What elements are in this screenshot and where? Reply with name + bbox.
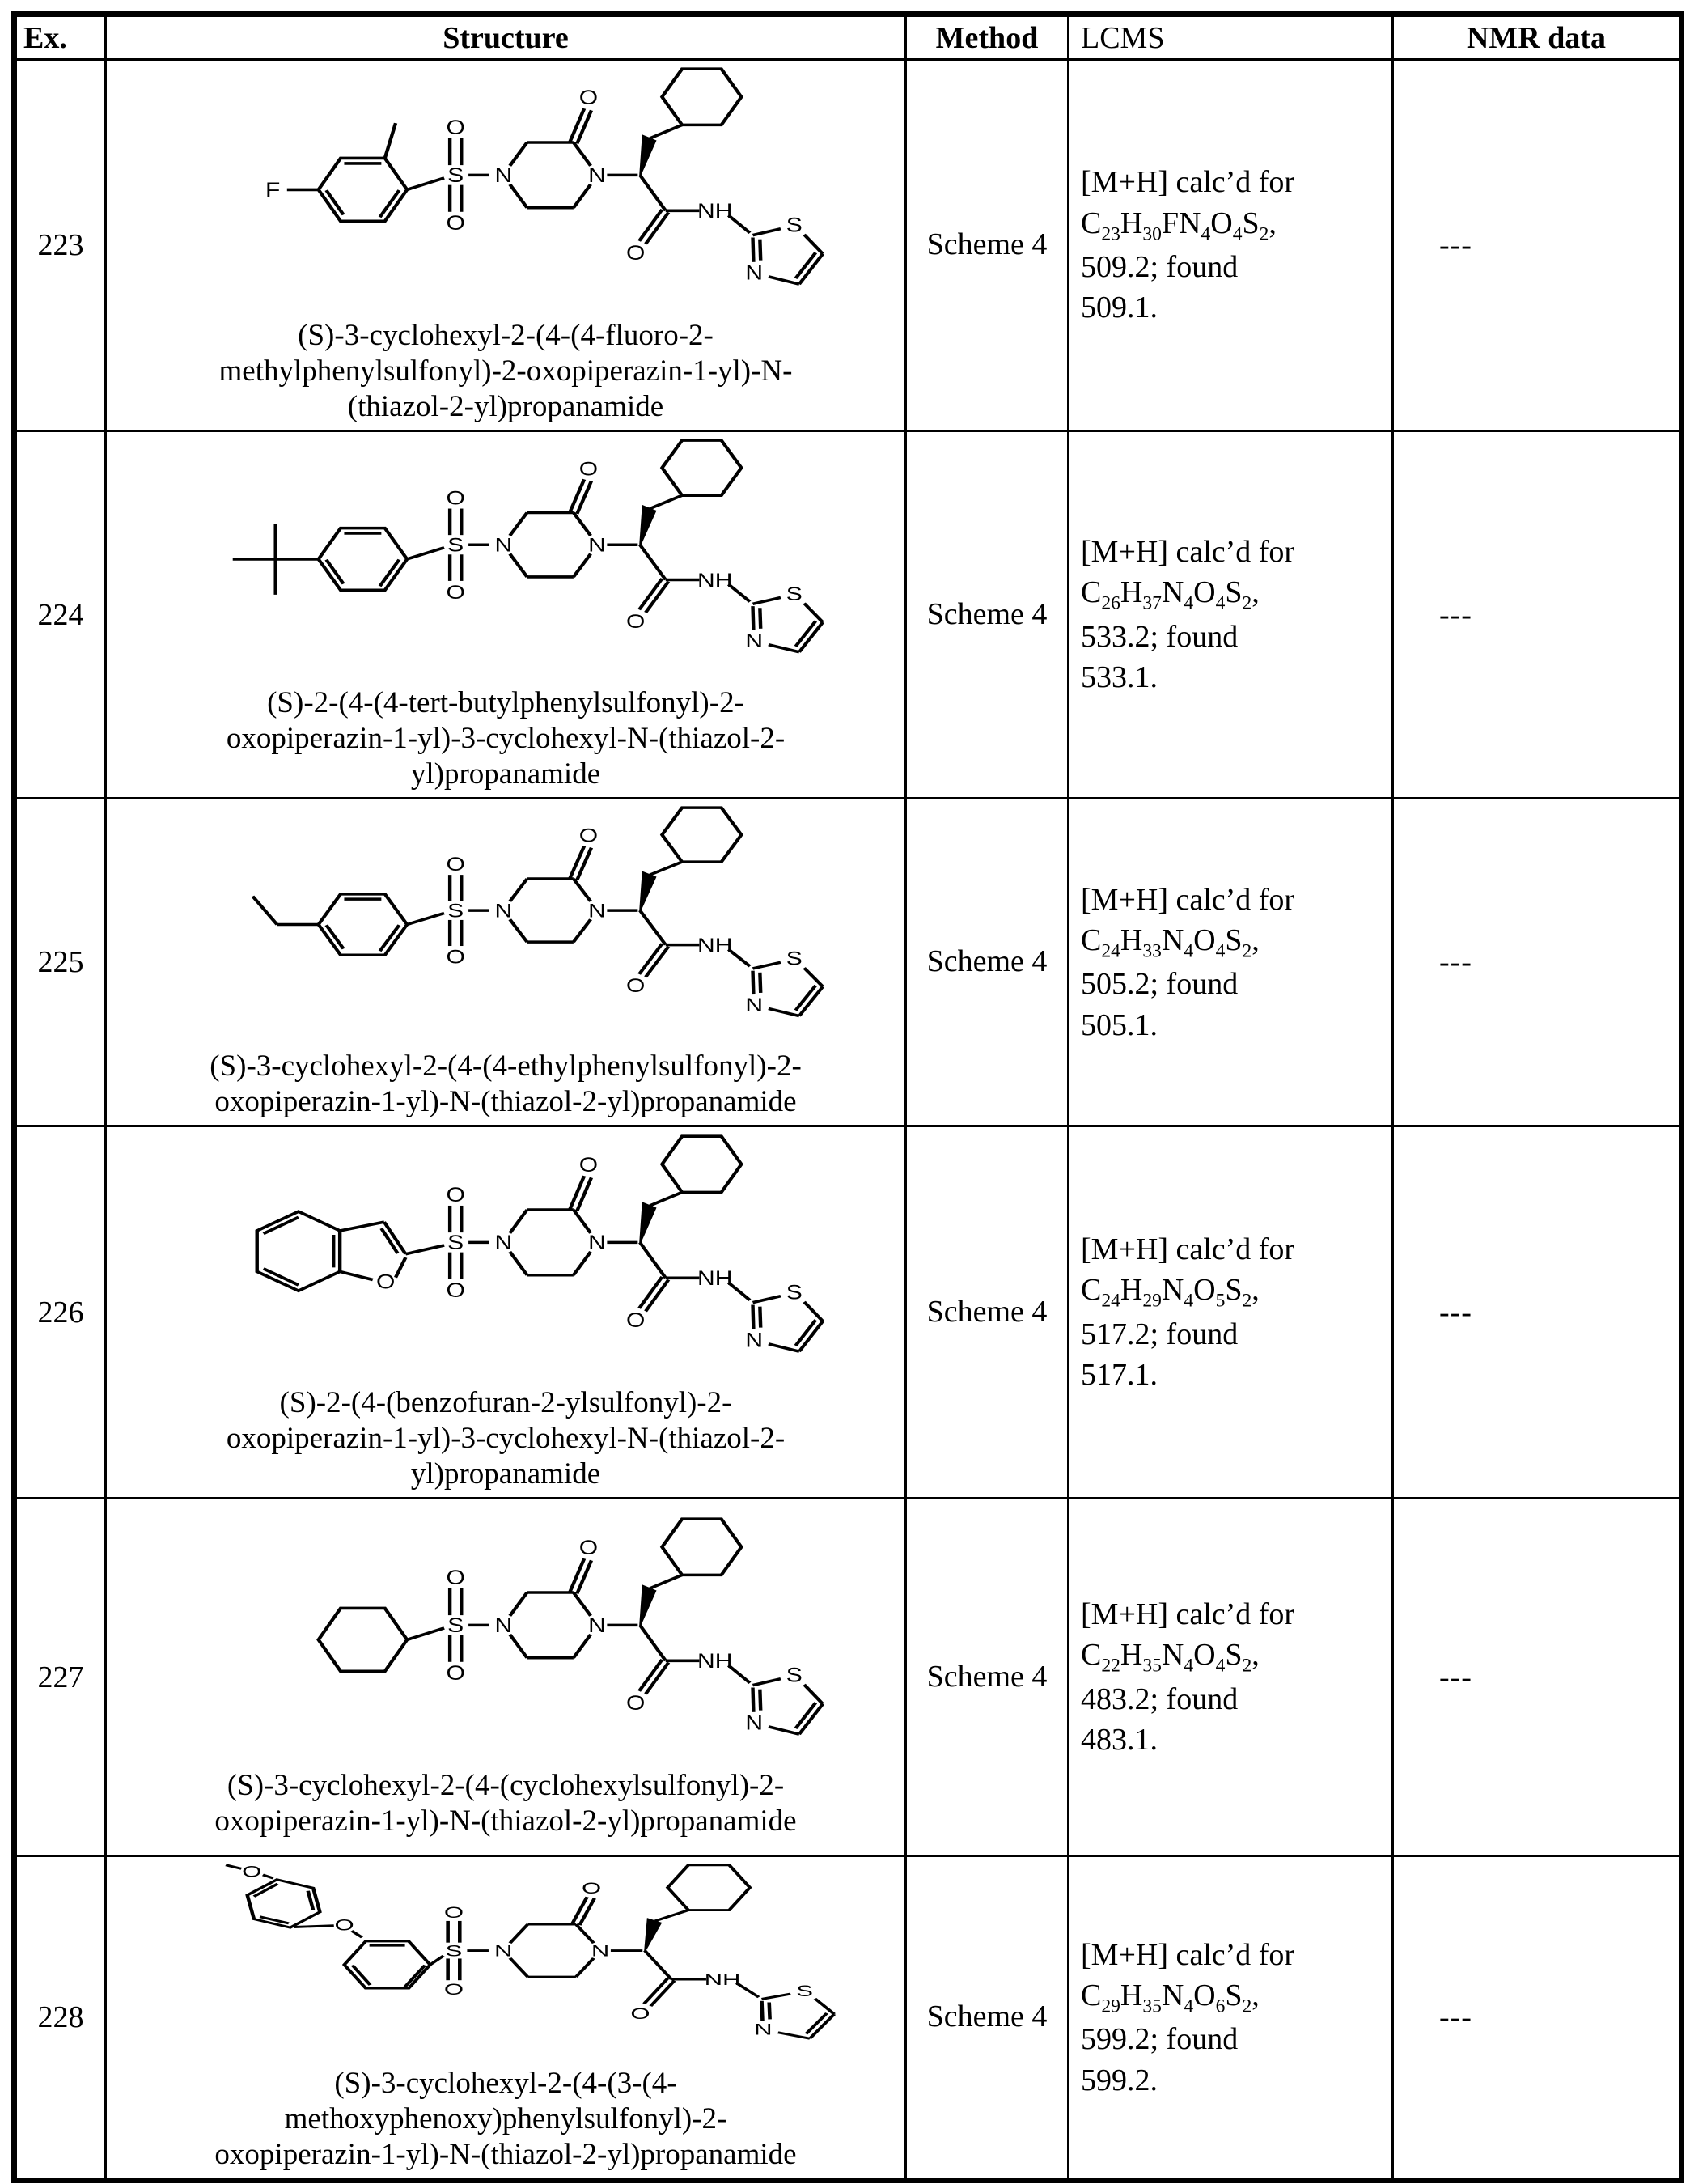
table-row xyxy=(15,1856,1682,2181)
method-cell: Scheme 4 xyxy=(906,60,1069,431)
fluorine-atom-label: F xyxy=(265,178,281,201)
lcms-cell xyxy=(1069,431,1393,799)
lcms-found: 517.1. xyxy=(1081,1358,1158,1393)
table-row xyxy=(15,60,1682,431)
method-cell: Scheme 4 xyxy=(906,431,1069,799)
method-cell: Scheme 4 xyxy=(906,1126,1069,1499)
compound-name: (S)-3-cyclohexyl-2-(4-(cyclohexylsulfonyl)-2-oxopiperazin-1-yl)-N-(thiazol-2-yl)propanamide xyxy=(214,1768,797,1838)
compound-name: (S)-2-(4-(4-tert-butylphenylsulfonyl)-2-oxopiperazin-1-yl)-3-cyclohexyl-N-(thiazol-2-yl)propanamide xyxy=(226,686,786,791)
lcms-found: 505.1. xyxy=(1081,1007,1158,1042)
cyclohexyl-group xyxy=(319,1608,444,1671)
ethylphenyl-group xyxy=(252,894,444,955)
lcms-intro: [M+H] calc’d for xyxy=(1081,1597,1295,1632)
structure-drawing-223 xyxy=(170,67,841,318)
structure-drawing-228 xyxy=(158,1864,853,2066)
example-number: 223 xyxy=(15,60,106,431)
tert-butylphenyl-group xyxy=(233,524,444,595)
lcms-cell xyxy=(1069,1126,1393,1499)
structure-drawing-224 xyxy=(170,439,841,685)
oxygen-atom-label: O xyxy=(334,1915,354,1935)
method-cell: Scheme 4 xyxy=(906,1499,1069,1856)
lcms-calc: 599.2; found xyxy=(1081,2022,1239,2057)
header-method: Method xyxy=(906,15,1069,60)
lcms-calc: 533.2; found xyxy=(1081,619,1239,654)
compound-table xyxy=(11,11,1684,2183)
lcms-cell xyxy=(1069,1856,1393,2181)
lcms-found: 533.1. xyxy=(1081,659,1158,694)
nmr-cell: --- xyxy=(1393,60,1682,431)
structure-drawing-225 xyxy=(170,806,841,1049)
lcms-cell xyxy=(1069,1499,1393,1856)
nmr-cell: --- xyxy=(1393,799,1682,1126)
method-cell: Scheme 4 xyxy=(906,799,1069,1126)
table-row xyxy=(15,799,1682,1126)
lcms-intro: [M+H] calc’d for xyxy=(1081,1937,1295,1972)
table-row xyxy=(15,431,1682,799)
example-number: 228 xyxy=(15,1856,106,2181)
compound-name: (S)-3-cyclohexyl-2-(4-(4-fluoro-2-methylphenylsulfonyl)-2-oxopiperazin-1-yl)-N-(thiazol-2-yl)propanamide xyxy=(218,319,793,424)
oxygen-atom-label: O xyxy=(242,1864,262,1881)
lcms-calc: 505.2; found xyxy=(1081,967,1239,1002)
table-row xyxy=(15,1126,1682,1499)
lcms-formula: $C_{29}H_{35}N_4O_6S_2$, xyxy=(1081,1978,1260,2017)
oxygen-atom-label: O xyxy=(375,1270,396,1293)
example-number: 226 xyxy=(15,1126,106,1499)
lcms-calc: 483.2; found xyxy=(1081,1681,1239,1716)
methoxyphenoxy-phenyl-group xyxy=(226,1864,443,1988)
table-header xyxy=(15,15,1682,60)
fluoro-methylphenyl-group xyxy=(265,123,444,221)
example-number: 227 xyxy=(15,1499,106,1856)
lcms-intro: [M+H] calc’d for xyxy=(1081,165,1295,200)
nmr-cell: --- xyxy=(1393,1856,1682,2181)
header-nmr: NMR data xyxy=(1393,15,1682,60)
header-lcms: LCMS xyxy=(1069,15,1393,60)
lcms-cell xyxy=(1069,60,1393,431)
header-ex: Ex. xyxy=(15,15,106,60)
lcms-found: 599.2. xyxy=(1081,2063,1158,2097)
lcms-formula: $C_{26}H_{37}N_4O_4S_2$, xyxy=(1081,575,1260,614)
structure-drawing-226 xyxy=(170,1134,841,1385)
lcms-intro: [M+H] calc’d for xyxy=(1081,534,1295,569)
example-number: 225 xyxy=(15,799,106,1126)
example-number: 224 xyxy=(15,431,106,799)
table-row xyxy=(15,1499,1682,1856)
lcms-formula: $C_{23}H_{30}FN_4O_4S_2$, xyxy=(1081,206,1277,245)
lcms-intro: [M+H] calc’d for xyxy=(1081,1232,1295,1267)
lcms-calc: 517.2; found xyxy=(1081,1317,1239,1351)
lcms-intro: [M+H] calc’d for xyxy=(1081,882,1295,917)
lcms-cell xyxy=(1069,799,1393,1126)
nmr-cell: --- xyxy=(1393,431,1682,799)
lcms-formula: $C_{24}H_{33}N_4O_4S_2$, xyxy=(1081,922,1260,962)
compound-name: (S)-2-(4-(benzofuran-2-ylsulfonyl)-2-oxopiperazin-1-yl)-3-cyclohexyl-N-(thiazol-2-yl)propanamide xyxy=(226,1385,786,1491)
lcms-calc: 509.2; found xyxy=(1081,250,1239,285)
compound-name: (S)-3-cyclohexyl-2-(4-(4-ethylphenylsulfonyl)-2-oxopiperazin-1-yl)-N-(thiazol-2-yl)propanamide xyxy=(210,1050,802,1119)
benzofuranyl-group xyxy=(257,1211,444,1293)
compound-name: (S)-3-cyclohexyl-2-(4-(3-(4-methoxyphenoxy)phenylsulfonyl)-2-oxopiperazin-1-yl)-N-(thiazol-2-yl)propanamide xyxy=(214,2067,797,2172)
nmr-cell: --- xyxy=(1393,1126,1682,1499)
lcms-formula: $C_{22}H_{35}N_4O_4S_2$, xyxy=(1081,1638,1260,1677)
lcms-formula: $C_{24}H_{29}N_4O_5S_2$, xyxy=(1081,1273,1260,1312)
lcms-found: 509.1. xyxy=(1081,290,1158,325)
lcms-found: 483.1. xyxy=(1081,1723,1158,1758)
method-cell: Scheme 4 xyxy=(906,1856,1069,2181)
structure-drawing-227 xyxy=(170,1517,841,1768)
nmr-cell: --- xyxy=(1393,1499,1682,1856)
header-structure: Structure xyxy=(106,15,906,60)
